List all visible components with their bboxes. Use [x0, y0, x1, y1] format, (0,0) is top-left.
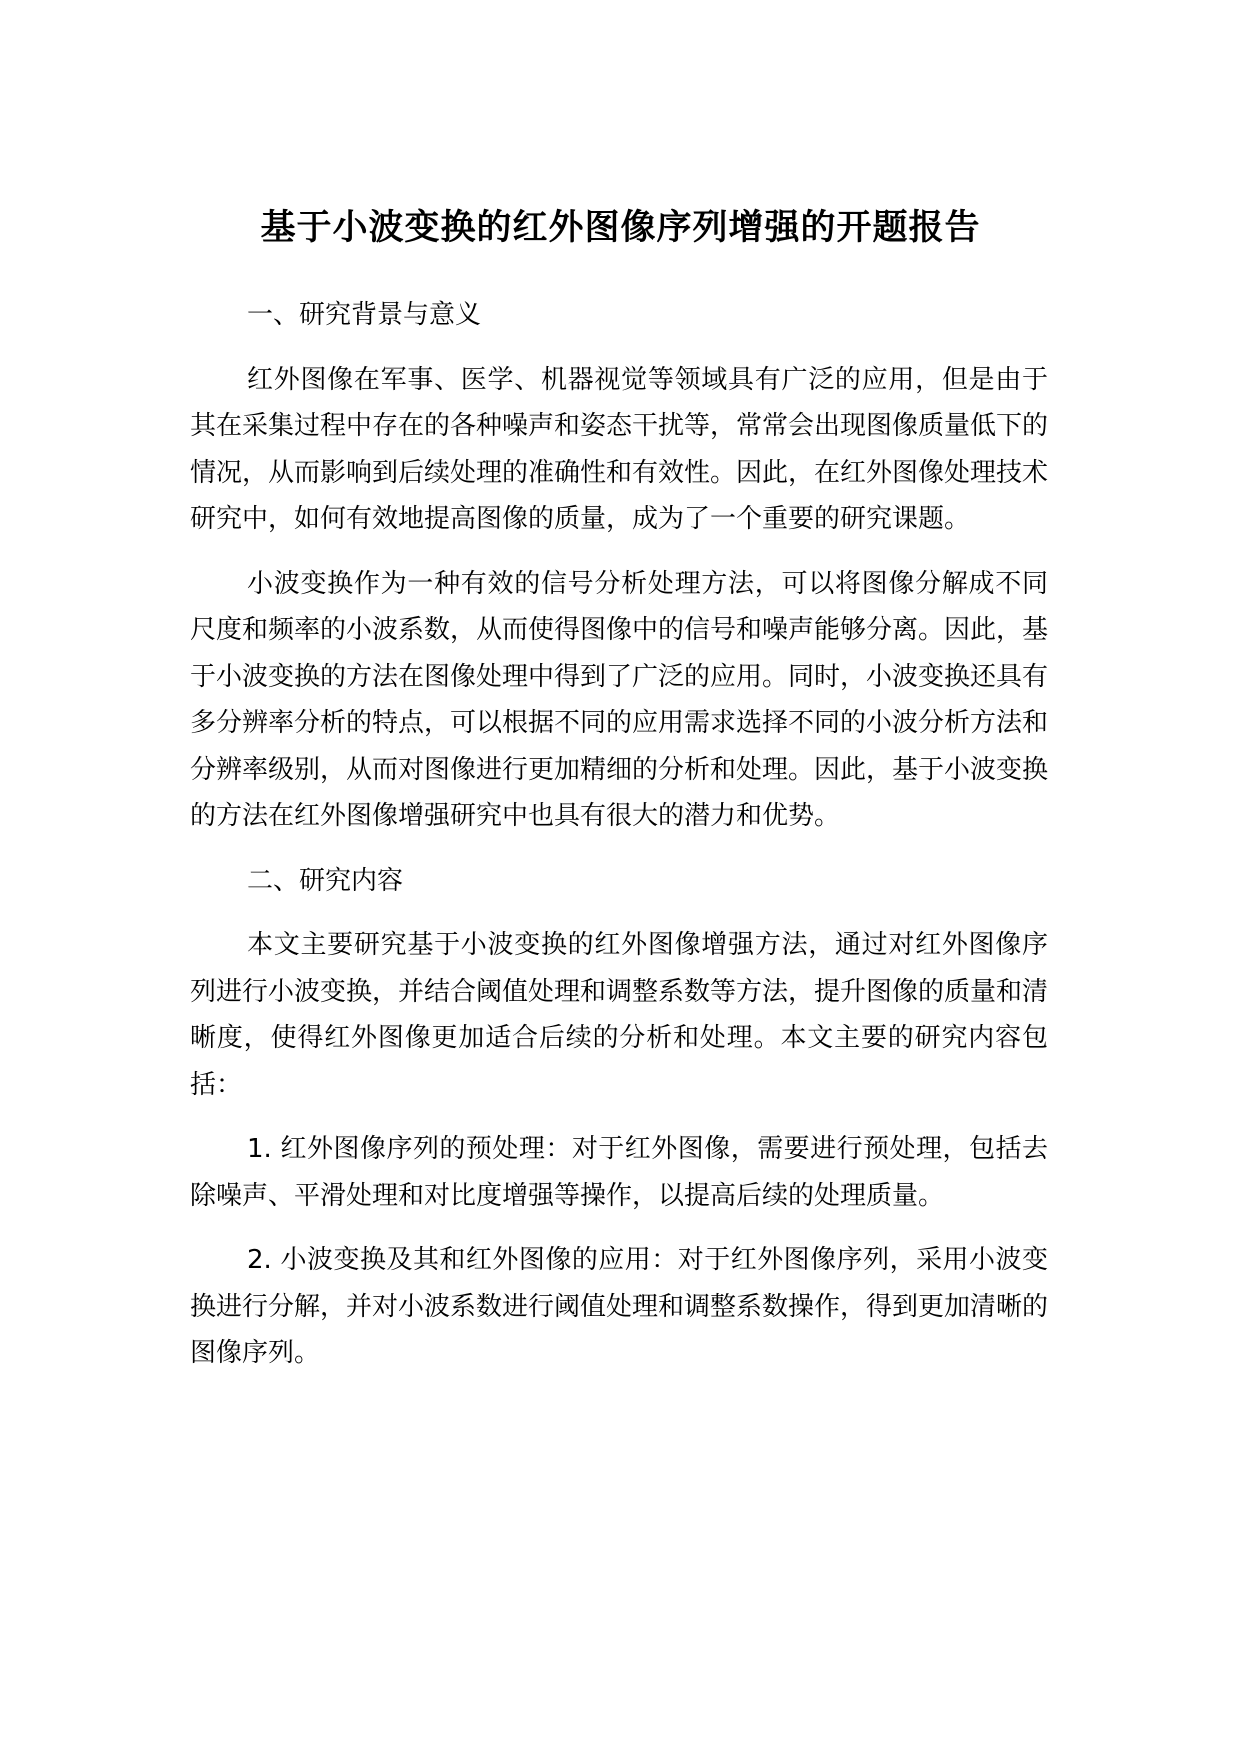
paragraph: 本文主要研究基于小波变换的红外图像增强方法，通过对红外图像序列进行小波变换，并结合阈值处理和调整系数等方法，提升图像的质量和清晰度，使得红外图像更加适合后续的分析和处理。本文主要的研究内容包括： — [190, 930, 1049, 1100]
list-item: 2. 小波变换及其和红外图像的应用：对于红外图像序列，采用小波变换进行分解，并对小波系数进行阈值处理和调整系数操作，得到更加清晰的图像序列。 — [190, 1245, 1049, 1368]
paragraph: 红外图像在军事、医学、机器视觉等领域具有广泛的应用，但是由于其在采集过程中存在的各种噪声和姿态干扰等，常常会出现图像质量低下的情况，从而影响到后续处理的准确性和有效性。因此，在红外图像处理技术研究中，如何有效地提高图像的质量，成为了一个重要的研究课题。 — [190, 364, 1049, 534]
section-background — [190, 292, 1048, 840]
paragraph: 小波变换作为一种有效的信号分析处理方法，可以将图像分解成不同尺度和频率的小波系数，从而使得图像中的信号和噪声能够分离。因此，基于小波变换的方法在图像处理中得到了广泛的应用。同时，小波变换还具有多分辨率分析的特点，可以根据不同的应用需求选择不同的小波分析方法和分辨率级别，从而对图像进行更加精细的分析和处理。因此，基于小波变换的方法在红外图像增强研究中也具有很大的潜力和优势。 — [190, 568, 1049, 831]
section-heading: 一、研究背景与意义 — [247, 300, 482, 330]
document-title: 基于小波变换的红外图像序列增强的开题报告 — [260, 208, 981, 249]
document-body — [190, 292, 1048, 1377]
list-item: 1. 红外图像序列的预处理：对于红外图像，需要进行预处理，包括去除噪声、平滑处理和对比度增强等操作，以提高后续的处理质量。 — [190, 1134, 1048, 1211]
section-content — [190, 858, 1048, 1377]
section-heading: 二、研究内容 — [247, 865, 404, 896]
